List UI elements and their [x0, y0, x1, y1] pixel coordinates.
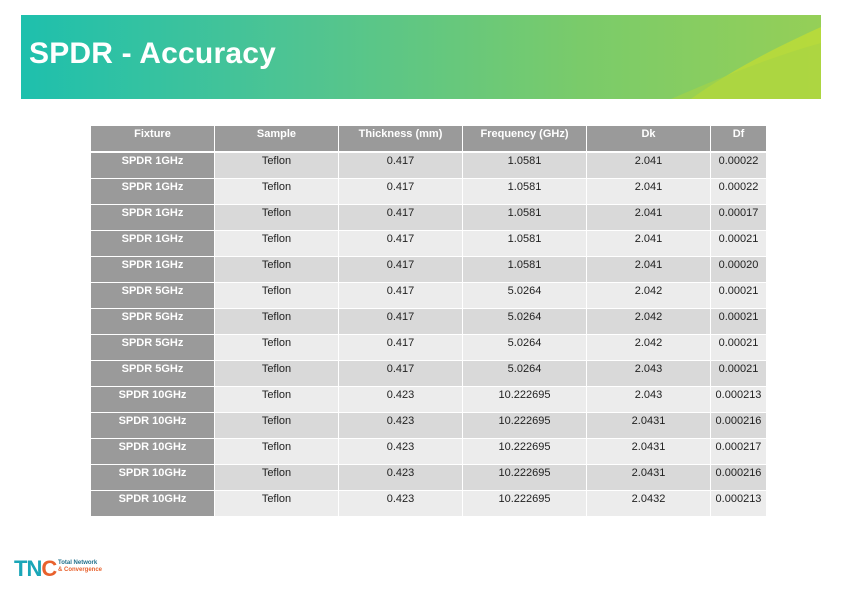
cell-thickness: 0.423: [339, 465, 463, 491]
logo-letter-c: C: [41, 556, 57, 581]
table-body: [91, 153, 767, 517]
cell-thickness: 0.417: [339, 335, 463, 361]
cell-dk: 2.041: [587, 179, 711, 205]
cell-frequency: 5.0264: [463, 309, 587, 335]
cell-dk: 2.043: [587, 387, 711, 413]
cell-dk: 2.042: [587, 283, 711, 309]
cell-frequency: 5.0264: [463, 361, 587, 387]
cell-thickness: 0.417: [339, 153, 463, 179]
cell-thickness: 0.423: [339, 491, 463, 517]
cell-dk: 2.041: [587, 205, 711, 231]
column-header-dk: Dk: [587, 126, 711, 153]
cell-fixture: SPDR 5GHz: [91, 335, 215, 361]
table-row: [91, 335, 767, 361]
cell-dk: 2.0432: [587, 491, 711, 517]
cell-sample: Teflon: [215, 361, 339, 387]
cell-sample: Teflon: [215, 257, 339, 283]
cell-fixture: SPDR 1GHz: [91, 153, 215, 179]
cell-dk: 2.0431: [587, 465, 711, 491]
table-row: [91, 465, 767, 491]
cell-thickness: 0.423: [339, 413, 463, 439]
cell-thickness: 0.417: [339, 309, 463, 335]
cell-fixture: SPDR 5GHz: [91, 309, 215, 335]
column-header-sample: Sample: [215, 126, 339, 153]
company-logo: [14, 556, 114, 580]
table-row: [91, 205, 767, 231]
cell-fixture: SPDR 10GHz: [91, 465, 215, 491]
cell-frequency: 1.0581: [463, 231, 587, 257]
table-row: [91, 387, 767, 413]
cell-sample: Teflon: [215, 491, 339, 517]
cell-sample: Teflon: [215, 153, 339, 179]
cell-frequency: 1.0581: [463, 205, 587, 231]
column-header-thickness: Thickness (mm): [339, 126, 463, 153]
cell-df: 0.00021: [711, 335, 767, 361]
table-row: [91, 257, 767, 283]
logo-mark: [14, 556, 56, 582]
cell-df: 0.00021: [711, 309, 767, 335]
logo-tagline: [58, 560, 102, 574]
cell-df: 0.00017: [711, 205, 767, 231]
cell-fixture: SPDR 5GHz: [91, 361, 215, 387]
cell-df: 0.000217: [711, 439, 767, 465]
cell-dk: 2.041: [587, 257, 711, 283]
logo-tagline-line-2: & Convergence: [58, 567, 103, 573]
cell-sample: Teflon: [215, 439, 339, 465]
cell-sample: Teflon: [215, 465, 339, 491]
cell-sample: Teflon: [215, 413, 339, 439]
table-header-row: [91, 126, 767, 153]
cell-fixture: SPDR 1GHz: [91, 205, 215, 231]
cell-fixture: SPDR 10GHz: [91, 491, 215, 517]
title-banner: [21, 15, 821, 99]
cell-df: 0.000213: [711, 387, 767, 413]
cell-fixture: SPDR 1GHz: [91, 179, 215, 205]
accuracy-table: [91, 126, 767, 517]
cell-thickness: 0.417: [339, 361, 463, 387]
cell-frequency: 10.222695: [463, 413, 587, 439]
cell-fixture: SPDR 1GHz: [91, 231, 215, 257]
cell-frequency: 1.0581: [463, 179, 587, 205]
cell-frequency: 10.222695: [463, 491, 587, 517]
cell-sample: Teflon: [215, 309, 339, 335]
cell-df: 0.00021: [711, 361, 767, 387]
table-row: [91, 153, 767, 179]
cell-dk: 2.041: [587, 231, 711, 257]
table-row: [91, 231, 767, 257]
table-row: [91, 179, 767, 205]
cell-df: 0.000216: [711, 465, 767, 491]
cell-thickness: 0.423: [339, 439, 463, 465]
cell-fixture: SPDR 10GHz: [91, 387, 215, 413]
cell-frequency: 5.0264: [463, 283, 587, 309]
cell-df: 0.000216: [711, 413, 767, 439]
cell-thickness: 0.417: [339, 231, 463, 257]
cell-sample: Teflon: [215, 387, 339, 413]
cell-thickness: 0.417: [339, 283, 463, 309]
cell-df: 0.00021: [711, 283, 767, 309]
cell-dk: 2.0431: [587, 413, 711, 439]
logo-tagline-line-1: Total Network: [58, 560, 98, 566]
cell-frequency: 10.222695: [463, 439, 587, 465]
cell-fixture: SPDR 1GHz: [91, 257, 215, 283]
cell-thickness: 0.417: [339, 179, 463, 205]
cell-dk: 2.0431: [587, 439, 711, 465]
cell-sample: Teflon: [215, 231, 339, 257]
table-row: [91, 491, 767, 517]
cell-df: 0.00022: [711, 179, 767, 205]
table-row: [91, 361, 767, 387]
cell-fixture: SPDR 5GHz: [91, 283, 215, 309]
table-row: [91, 413, 767, 439]
cell-dk: 2.042: [587, 335, 711, 361]
cell-fixture: SPDR 10GHz: [91, 413, 215, 439]
table-row: [91, 283, 767, 309]
cell-thickness: 0.417: [339, 257, 463, 283]
cell-dk: 2.041: [587, 153, 711, 179]
column-header-frequency: Frequency (GHz): [463, 126, 587, 153]
cell-df: 0.00021: [711, 231, 767, 257]
cell-df: 0.00020: [711, 257, 767, 283]
cell-frequency: 10.222695: [463, 387, 587, 413]
cell-sample: Teflon: [215, 205, 339, 231]
column-header-fixture: Fixture: [91, 126, 215, 153]
banner-swoosh-graphic: [651, 15, 821, 99]
cell-thickness: 0.417: [339, 205, 463, 231]
cell-frequency: 1.0581: [463, 257, 587, 283]
page-title: SPDR - Accuracy: [29, 37, 276, 70]
cell-dk: 2.043: [587, 361, 711, 387]
table-row: [91, 309, 767, 335]
cell-df: 0.000213: [711, 491, 767, 517]
cell-frequency: 1.0581: [463, 153, 587, 179]
cell-fixture: SPDR 10GHz: [91, 439, 215, 465]
cell-thickness: 0.423: [339, 387, 463, 413]
cell-df: 0.00022: [711, 153, 767, 179]
cell-dk: 2.042: [587, 309, 711, 335]
table-row: [91, 439, 767, 465]
cell-sample: Teflon: [215, 335, 339, 361]
cell-frequency: 5.0264: [463, 335, 587, 361]
cell-frequency: 10.222695: [463, 465, 587, 491]
column-header-df: Df: [711, 126, 767, 153]
logo-letter-t: T: [14, 556, 27, 581]
cell-sample: Teflon: [215, 283, 339, 309]
cell-sample: Teflon: [215, 179, 339, 205]
logo-letter-n: N: [26, 556, 42, 581]
